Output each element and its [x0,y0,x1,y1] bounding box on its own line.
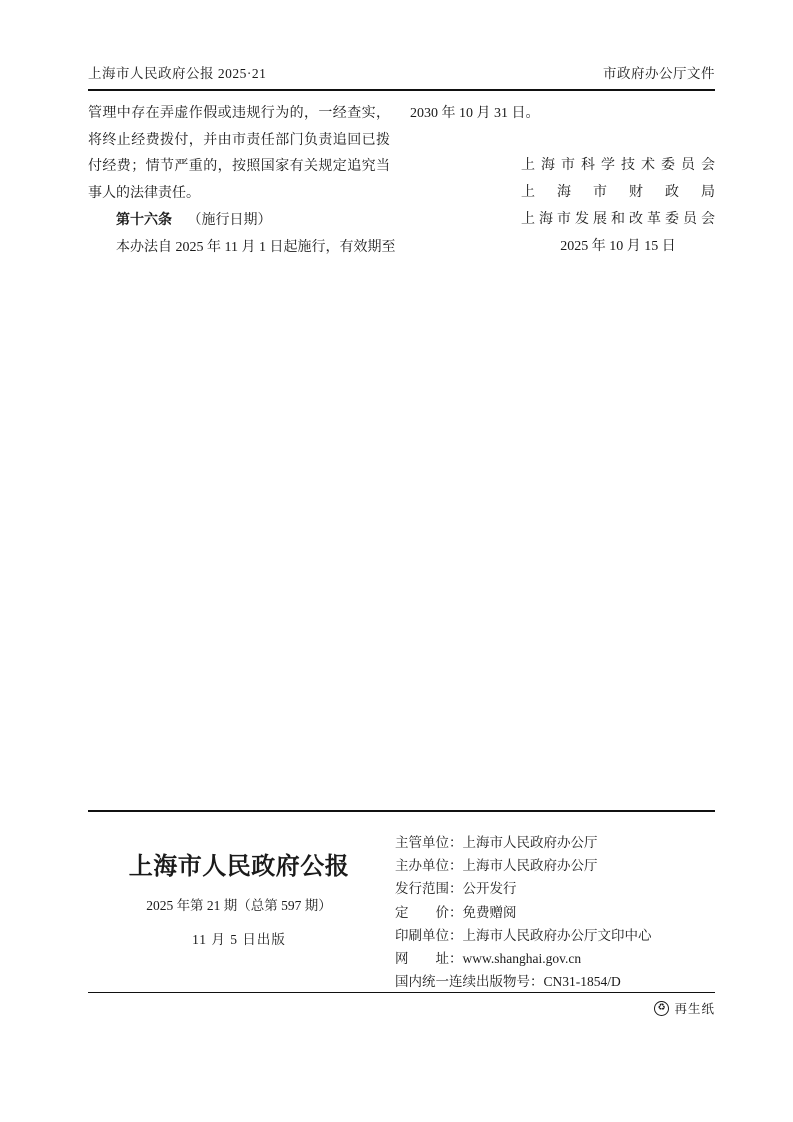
recycled-paper-note [654,999,715,1017]
clause-subject: （施行日期） [187,212,272,228]
body-line: 将终止经费拨付，并由市责任部门负责追回已拨 [88,132,390,148]
body-line: 管理中存在弄虚作假或违规行为的，一经查实， [88,106,390,121]
signature-block [521,153,715,261]
header-gazette-title: 上海市人民政府公报 2025·21 [88,66,267,81]
colophon-line: 国内统一连续出版物号：CN31-1854/D [395,974,621,990]
recycled-paper-label: 再生纸 [674,1002,715,1016]
colophon-line: 印刷单位：上海市人民政府办公厅文印中心 [395,927,652,943]
header-rule [88,89,715,91]
body-line: 付经费；情节严重的，按照国家有关规定追究当 [88,159,390,175]
body-line: 事人的法律责任。 [88,186,200,202]
colophon-line: 定 价：免费赠阅 [395,904,517,920]
signature-date: 2025 年 10 月 15 日 [560,238,676,254]
gazette-publish-date: 11 月 5 日出版 [192,932,286,947]
gazette-issue: 2025 年第 21 期（总第 597 期） [146,898,332,913]
colophon-line: 主办单位：上海市人民政府办公厅 [395,858,598,874]
footer-bottom-rule [88,992,715,993]
signature-agency: 上海市发展和改革委员会 [521,211,715,227]
colophon-line: 发行范围：公开发行 [395,881,517,897]
page-header [88,62,715,82]
body-right-column [410,101,715,254]
colophon-block [395,831,652,993]
colophon-line: 网 址：www.shanghai.gov.cn [395,951,582,967]
footer-top-rule [88,810,715,812]
body-line: 本办法自 2025 年 11 月 1 日起施行，有效期至 [116,239,396,255]
gazette-masthead [88,852,390,948]
gazette-title: 上海市人民政府公报 [128,854,350,880]
colophon-line: 主管单位：上海市人民政府办公厅 [395,835,598,850]
body-line: 2030 年 10 月 31 日。 [410,106,540,121]
clause-heading [88,208,390,235]
body-left-column [88,101,396,261]
clause-number: 第十六条 [116,212,172,228]
header-section-label: 市政府办公厅文件 [603,66,715,81]
signature-agency: 上海市财政局 [521,184,715,200]
signature-agency: 上海市科学技术委员会 [521,158,715,173]
recycle-icon: ♻ [654,1001,669,1016]
